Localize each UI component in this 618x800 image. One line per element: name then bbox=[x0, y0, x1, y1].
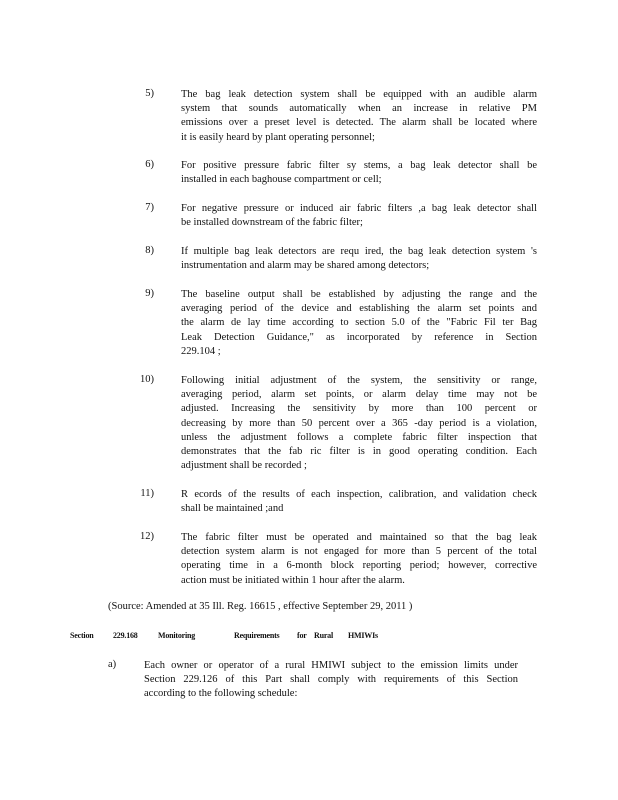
source-note: (Source: Amended at 35 Ill. Reg. 16615 , effective September 29, 2011 ) bbox=[108, 601, 413, 612]
text-line: the alarm de lay time according to section 5.0 of the "Fabric Fil ter Bag bbox=[181, 317, 537, 329]
item-text bbox=[181, 288, 537, 359]
item-number: 12) bbox=[140, 531, 154, 542]
text-line: Each owner or operator of a rural HMIWI subject to the emission limits under bbox=[144, 660, 518, 671]
text-line: adjusted. Increasing the sensitivity by more than 100 percent or bbox=[181, 403, 537, 415]
text-line: averaging period of the device and establishing the alarm set points and bbox=[181, 303, 537, 315]
text-line: If multiple bag leak detectors are requ ired, the bag leak detection system 's bbox=[181, 246, 537, 257]
item-text bbox=[181, 159, 537, 187]
section-number: 229.168 bbox=[113, 631, 138, 640]
text-line: system that sounds automatically when an increase in relative PM bbox=[181, 103, 537, 115]
text-line: The bag leak detection system shall be equipped with an audible alarm bbox=[181, 89, 537, 100]
section-title-word: HMIWIs bbox=[348, 631, 378, 640]
text-line: 229.104 ; bbox=[181, 345, 221, 357]
item-number: 9) bbox=[145, 288, 154, 299]
subsection-text bbox=[144, 659, 518, 702]
text-line: emissions over a preset level is detected. The alarm shall be located where bbox=[181, 117, 537, 129]
text-line: it is easily heard by plant operating personnel; bbox=[181, 131, 375, 143]
text-line: decreasing by more than 50 percent over a 365 -day period is a violation, bbox=[181, 417, 537, 429]
text-line: Section 229.126 of this Part shall comply with requirements of this Section bbox=[144, 674, 518, 686]
text-line: averaging period, alarm set points, or alarm delay time may not be bbox=[181, 389, 537, 401]
section-title-word: Requirements bbox=[234, 631, 280, 640]
item-text bbox=[181, 245, 537, 273]
text-line: operating time in a 6-month block reporting period; however, corrective bbox=[181, 560, 537, 572]
text-line: R ecords of the results of each inspection, calibration, and validation check bbox=[181, 489, 537, 500]
text-line: unless the adjustment follows a complete fabric filter inspection that bbox=[181, 431, 537, 443]
text-line: For positive pressure fabric filter sy stems, a bag leak detector shall be bbox=[181, 160, 537, 171]
text-line: Leak Detection Guidance," as incorporated by reference in Section bbox=[181, 331, 537, 343]
text-line: according to the following schedule: bbox=[144, 688, 298, 700]
text-line: shall be maintained ;and bbox=[181, 503, 284, 515]
text-line: demonstrates that the fab ric filter is in good operating condition. Each bbox=[181, 446, 537, 458]
item-text bbox=[181, 488, 537, 516]
text-line: For negative pressure or induced air fabric filters ,a bag leak detector shall bbox=[181, 203, 537, 214]
section-label: Section bbox=[70, 631, 94, 640]
section-title-word: for bbox=[297, 631, 307, 640]
item-text bbox=[181, 88, 537, 145]
subsection-label: a) bbox=[108, 659, 117, 670]
item-number: 11) bbox=[140, 488, 154, 499]
item-number: 7) bbox=[145, 202, 154, 213]
text-line: The fabric filter must be operated and maintained so that the bag leak bbox=[181, 532, 537, 543]
item-number: 8) bbox=[145, 245, 154, 256]
text-line: Following initial adjustment of the system, the sensitivity or range, bbox=[181, 375, 537, 386]
text-line: installed in each baghouse compartment or cell; bbox=[181, 174, 382, 186]
item-text bbox=[181, 202, 537, 230]
item-number: 6) bbox=[145, 159, 154, 170]
text-line: The baseline output shall be established by adjusting the range and the bbox=[181, 289, 537, 300]
text-line: instrumentation and alarm may be shared among detectors; bbox=[181, 260, 430, 272]
item-text bbox=[181, 531, 537, 588]
item-number: 5) bbox=[145, 88, 154, 99]
section-title-word: Monitoring bbox=[158, 631, 196, 640]
text-line: adjustment shall be recorded ; bbox=[181, 460, 307, 472]
item-text bbox=[181, 374, 537, 473]
text-line: detection system alarm is not engaged for more than 5 percent of the total bbox=[181, 546, 537, 558]
text-line: action must be initiated within 1 hour after the alarm. bbox=[181, 574, 405, 586]
text-line: be installed downstream of the fabric filter; bbox=[181, 217, 363, 229]
section-title-word: Rural bbox=[314, 631, 334, 640]
item-number: 10) bbox=[140, 374, 154, 385]
